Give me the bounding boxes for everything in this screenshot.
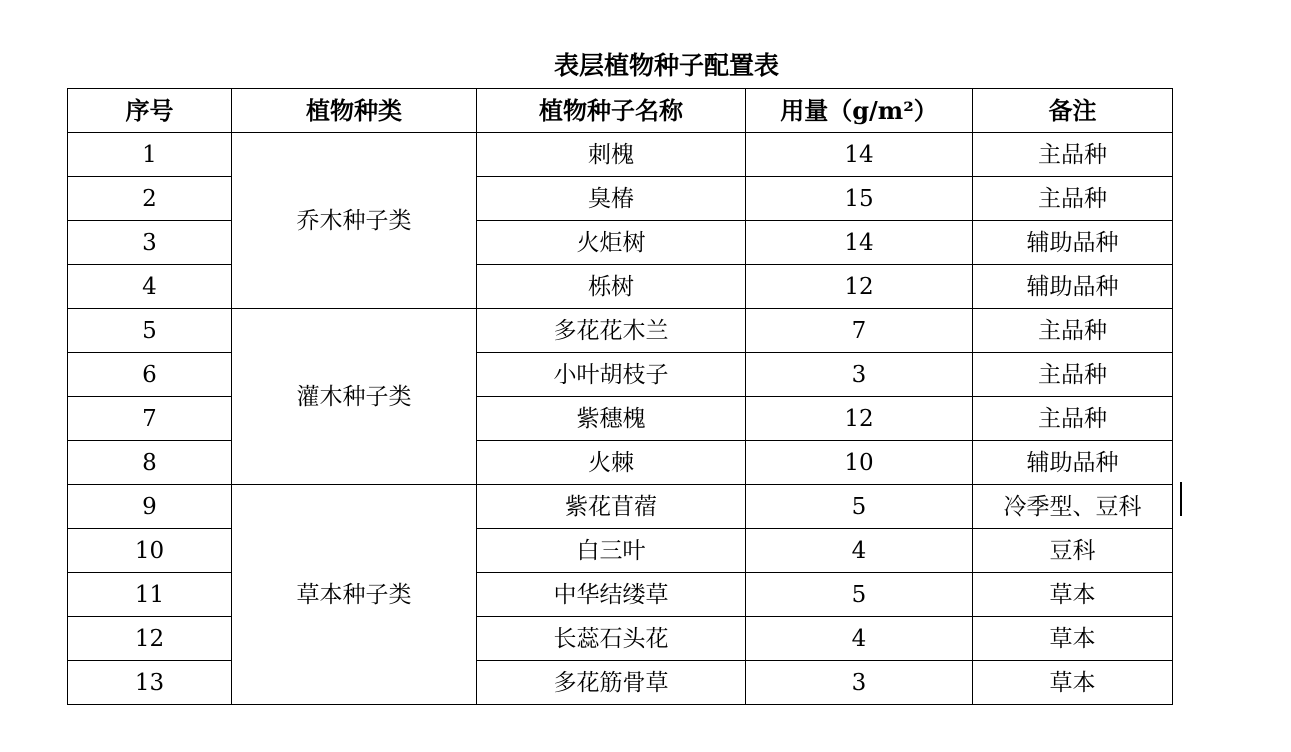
cell-seed-name: 长蕊石头花 — [477, 617, 746, 661]
cell-seed-name: 火炬树 — [477, 221, 746, 265]
cell-note: 豆科 — [973, 529, 1173, 573]
cell-note: 辅助品种 — [973, 265, 1173, 309]
cell-seq: 8 — [68, 441, 232, 485]
cell-seed-name: 紫花苜蓿 — [477, 485, 746, 529]
text-cursor — [1180, 482, 1182, 516]
table-row — [68, 485, 1173, 529]
cell-plant-type: 灌木种子类 — [232, 309, 477, 485]
cell-amount: 3 — [746, 353, 973, 397]
cell-seed-name: 栎树 — [477, 265, 746, 309]
cell-seed-name: 刺槐 — [477, 133, 746, 177]
header-amount: 用量（g/m²） — [746, 89, 973, 133]
cell-amount: 4 — [746, 617, 973, 661]
cell-amount: 4 — [746, 529, 973, 573]
cell-amount: 12 — [746, 397, 973, 441]
cell-seq: 12 — [68, 617, 232, 661]
cell-amount: 3 — [746, 661, 973, 705]
cell-seq: 6 — [68, 353, 232, 397]
cell-seed-name: 多花花木兰 — [477, 309, 746, 353]
cell-seq: 9 — [68, 485, 232, 529]
cell-seq: 2 — [68, 177, 232, 221]
cell-plant-type: 草本种子类 — [232, 485, 477, 705]
cell-seed-name: 臭椿 — [477, 177, 746, 221]
table-row — [68, 309, 1173, 353]
cell-seq: 10 — [68, 529, 232, 573]
header-seq: 序号 — [68, 89, 232, 133]
cell-seq: 3 — [68, 221, 232, 265]
cell-note: 主品种 — [973, 177, 1173, 221]
cell-amount: 5 — [746, 485, 973, 529]
cell-note: 主品种 — [973, 133, 1173, 177]
header-row — [68, 89, 1173, 133]
cell-seq: 7 — [68, 397, 232, 441]
cell-amount: 14 — [746, 221, 973, 265]
header-note: 备注 — [973, 89, 1173, 133]
table-title: 表层植物种子配置表 — [553, 51, 779, 80]
cell-plant-type: 乔木种子类 — [232, 133, 477, 309]
cell-note: 主品种 — [973, 397, 1173, 441]
cell-seed-name: 小叶胡枝子 — [477, 353, 746, 397]
cell-note: 草本 — [973, 617, 1173, 661]
cell-seq: 1 — [68, 133, 232, 177]
cell-note: 草本 — [973, 661, 1173, 705]
cell-note: 主品种 — [973, 353, 1173, 397]
cell-seq: 5 — [68, 309, 232, 353]
cell-amount: 5 — [746, 573, 973, 617]
table-row — [68, 133, 1173, 177]
cell-note: 冷季型、豆科 — [973, 485, 1173, 529]
cell-seed-name: 火棘 — [477, 441, 746, 485]
cell-seed-name: 紫穗槐 — [477, 397, 746, 441]
cell-amount: 15 — [746, 177, 973, 221]
seed-config-table — [67, 88, 1173, 705]
cell-amount: 7 — [746, 309, 973, 353]
cell-seed-name: 中华结缕草 — [477, 573, 746, 617]
cell-amount: 14 — [746, 133, 973, 177]
cell-seq: 4 — [68, 265, 232, 309]
cell-note: 辅助品种 — [973, 441, 1173, 485]
cell-amount: 10 — [746, 441, 973, 485]
header-plant-type: 植物种类 — [232, 89, 477, 133]
cell-note: 辅助品种 — [973, 221, 1173, 265]
header-seed-name: 植物种子名称 — [477, 89, 746, 133]
cell-seed-name: 白三叶 — [477, 529, 746, 573]
cell-seq: 13 — [68, 661, 232, 705]
cell-seq: 11 — [68, 573, 232, 617]
cell-note: 主品种 — [973, 309, 1173, 353]
cell-seed-name: 多花筋骨草 — [477, 661, 746, 705]
cell-note: 草本 — [973, 573, 1173, 617]
cell-amount: 12 — [746, 265, 973, 309]
